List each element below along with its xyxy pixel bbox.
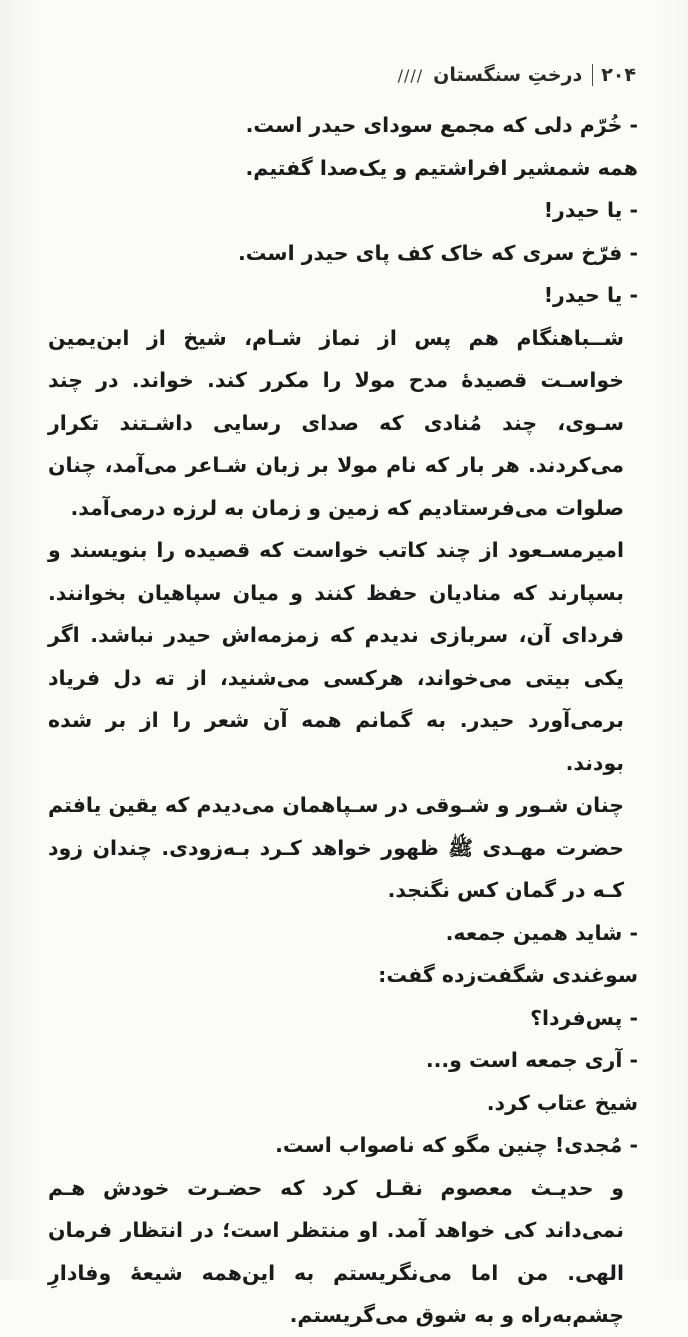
dialog-line: - مُجدی! چنین مگو که ناصواب است. — [275, 1133, 638, 1157]
dialog-line: - یا حیدر! — [543, 198, 638, 222]
dialog-line: - آری جمعه است و... — [425, 1048, 638, 1072]
dialog-line: - خُرّم دلی که مجمع سودای حیدر است. — [245, 113, 638, 137]
dialog-line: - شاید همین جمعه. — [445, 920, 638, 945]
page-body — [48, 104, 638, 1337]
dialog-line: - یا حیدر! — [543, 283, 638, 307]
page-number: ۲۰۴ — [592, 64, 636, 86]
paragraph: امیرمسـعود از چند کاتب خواست که قصیده را بنویسند و بسپارند که منادیان حفظ کنند و میان سپاهیان بخوانند. فردای آن، سربازی ندیدم که زمزمه‌اش حیدر نباشد. اگر یکی بیتی می‌خواند، هرکسی می‌شنید، از ته دل فریاد برمی‌آورد حیدر. به گمانم همه آن شعر را از بر شده بودند. — [48, 538, 624, 775]
header-ornament: //// — [397, 65, 424, 85]
page-header — [306, 58, 636, 92]
dialog-line: - پس‌فردا؟ — [530, 1005, 638, 1030]
dialog-line: همه شمشیر افراشتیم و یک‌صدا گفتیم. — [245, 155, 638, 180]
closing-paragraph: و حدیـث معصوم نقـل کرد که حضـرت خودش هـم نمی‌داند کی خواهد آمد. او منتظر است؛ در انتظار فرمان الهی. من اما می‌نگریستم به این‌همه شیعهٔ وفادارِ چشم‌به‌راه و به شوق می‌گریستم. — [48, 1175, 624, 1327]
paragraph: چنان شـور و شـوقی در سـپاهمان می‌دیدم که یقین یافتم حضرت مهـدی ﷺ ظهور خواهد کـرد بـه‌زودی. چندان زود کـه در گمان کس نگنجد. — [48, 793, 624, 902]
dialog-line: شیخ عتاب کرد. — [486, 1090, 638, 1115]
dialog-line: - فرّخ سری که خاک کف پای حیدر است. — [237, 240, 638, 265]
book-title: درختِ سنگستان — [433, 64, 583, 86]
dialog-line: سوغندی شگفت‌زده گفت: — [378, 963, 638, 987]
paragraph: شــباهنگام هم پس از نماز شـام، شیخ از ابن‌یمین خواسـت قصیدهٔ مدح مولا را مکرر کند. خواند. در چند سـوی، چند مُنادی که صدای رسایی داشـتند تکرار می‌کردند. هر بار که نام مولا بر زبان شـاعر می‌آمد، چنان صلوات می‌فرستادیم که زمین و زمان به لرزه درمی‌آمد. — [48, 325, 624, 520]
